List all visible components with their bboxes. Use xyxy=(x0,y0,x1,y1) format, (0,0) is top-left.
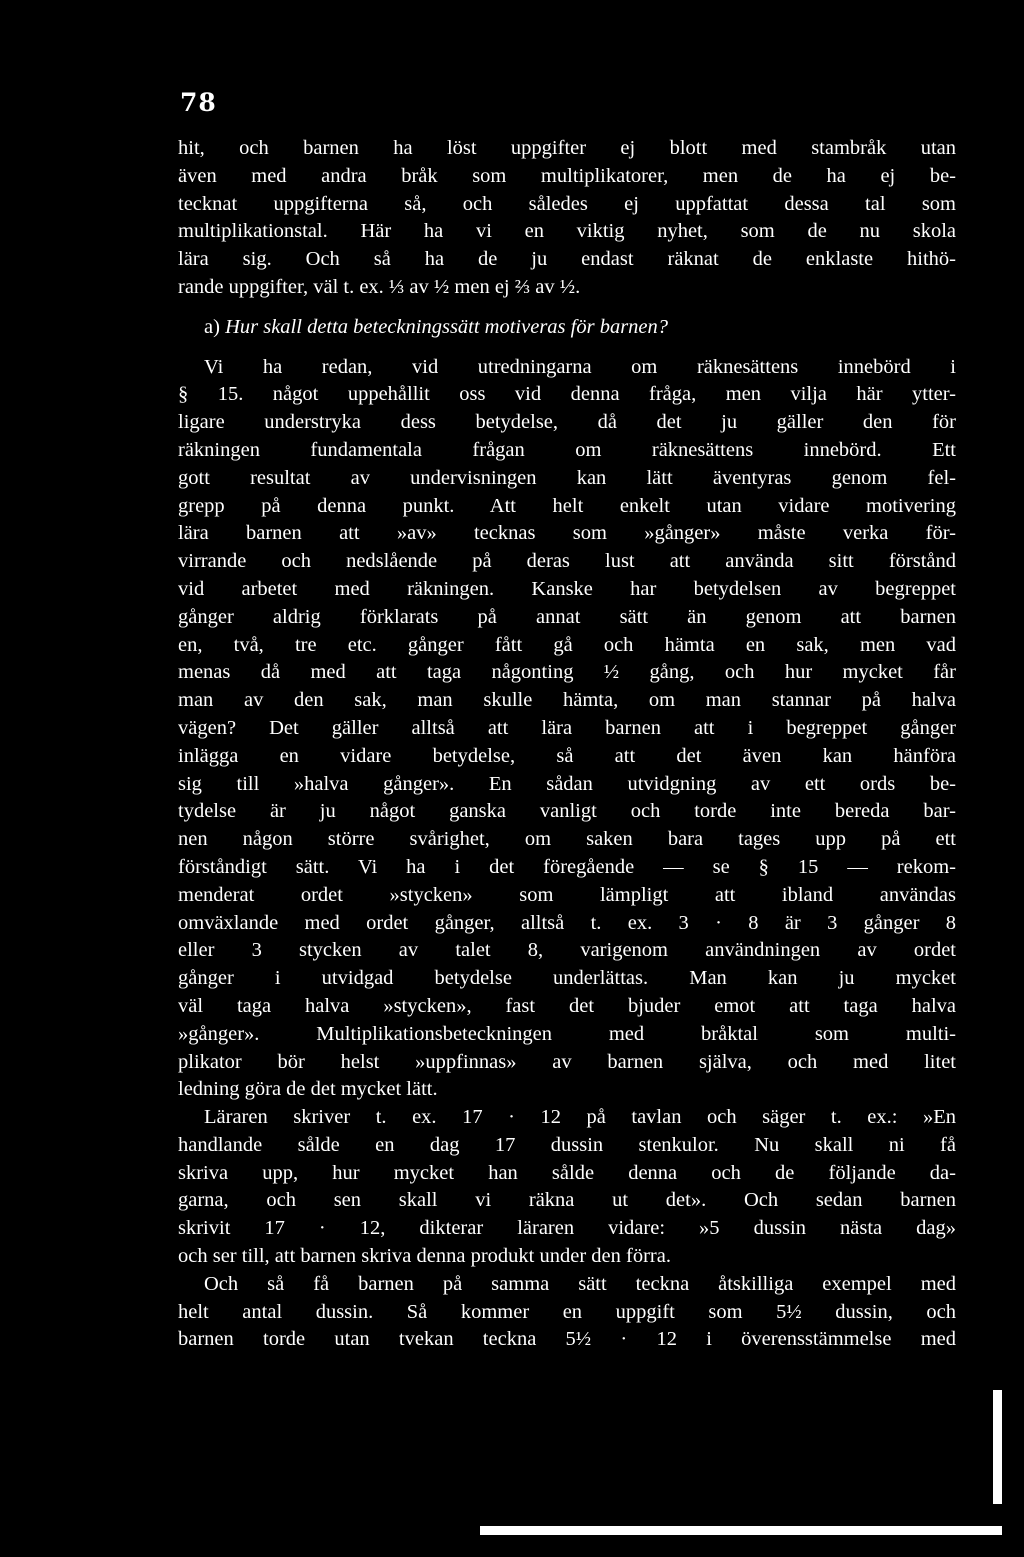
text-line: man av den sak, man skulle hämta, om man stannar på halva xyxy=(178,689,956,712)
text-line: handlande sålde en dag 17 dussin stenkulor. Nu skall ni få xyxy=(178,1133,956,1156)
section-heading xyxy=(178,314,956,342)
scan-edge-vertical-bar xyxy=(993,1390,1002,1504)
text-line: tydelse är ju något ganska vanligt och torde inte bereda bar- xyxy=(178,800,956,823)
text-line: lära barnen att »av» tecknas som »gånger» måste verka för- xyxy=(178,522,956,545)
text-line: plikator bör helst »uppfinnas» av barnen själva, och med litet xyxy=(178,1050,956,1073)
text-line: räkningen fundamentala frågan om räknesättens innebörd. Ett xyxy=(178,438,956,461)
text-line: ledning göra de det mycket lätt. xyxy=(178,1078,438,1101)
text-line: tecknat uppgifterna så, och således ej uppfattat dessa tal som xyxy=(178,192,956,215)
text-line: barnen torde utan tvekan teckna 5½ · 12 i överensstämmelse med xyxy=(178,1328,956,1351)
text-line: vid arbetet med räkningen. Kanske har betydelsen av begreppet xyxy=(178,577,956,600)
text-line: rande uppgifter, väl t. ex. ⅓ av ½ men ej ⅔ av ½. xyxy=(178,275,581,298)
text-line: garna, och sen skall vi räkna ut det». Och sedan barnen xyxy=(178,1189,956,1212)
text-line: skriva upp, hur mycket han sålde denna och de följande da- xyxy=(178,1161,956,1184)
text-line: förståndigt sätt. Vi ha i det föregående — se § 15 — rekom- xyxy=(178,855,956,878)
section-heading-text: Hur skall detta beteckningssätt motiveras för barnen? xyxy=(225,315,669,338)
text-line: hit, och barnen ha löst uppgifter ej blott med stambråk utan xyxy=(178,137,956,159)
text-line: väl taga halva »stycken», fast det bjuder emot att taga halva xyxy=(178,994,956,1017)
page-number: 78 xyxy=(180,88,217,117)
text-line: helt antal dussin. Så kommer en uppgift som 5½ dussin, och xyxy=(178,1300,956,1323)
text-line: Vi ha redan, vid utredningarna om räknesättens innebörd i xyxy=(204,355,956,378)
text-line: grepp på denna punkt. Att helt enkelt utan vidare motivering xyxy=(178,494,956,517)
text-line: och ser till, att barnen skriva denna produkt under den förra. xyxy=(178,1245,671,1268)
text-line: inlägga en vidare betydelse, så att det även kan hänföra xyxy=(178,744,956,767)
text-line: lära sig. Och så ha de ju endast räknat de enklaste hithö- xyxy=(178,248,956,271)
text-line: vägen? Det gäller alltså att lära barnen att i begreppet gånger xyxy=(178,716,956,739)
text-line: sig till »halva gånger». En sådan utvidgning av ett ords be- xyxy=(178,772,956,795)
text-line: gott resultat av undervisningen kan lätt äventyras genom fel- xyxy=(178,466,956,489)
text-line: gånger aldrig förklarats på annat sätt än genom att barnen xyxy=(178,605,956,628)
text-line: även med andra bråk som multiplikatorer, men de ha ej be- xyxy=(178,164,956,187)
text-line: menas då med att taga någonting ½ gång, och hur mycket får xyxy=(178,661,956,684)
body-text xyxy=(178,135,956,1354)
text-line: »gånger». Multiplikationsbeteckningen med bråktal som multi- xyxy=(178,1022,956,1045)
text-line: omväxlande med ordet gånger, alltså t. ex. 3 · 8 är 3 gånger 8 xyxy=(178,911,956,934)
text-line: gånger i utvidgad betydelse underlättas. Man kan ju mycket xyxy=(178,967,956,990)
text-line: en, två, tre etc. gånger fått gå och hämta en sak, men vad xyxy=(178,633,956,656)
text-line: § 15. något uppehållit oss vid denna fråga, men vilja här ytter- xyxy=(178,383,956,406)
scan-edge-horizontal-bar xyxy=(480,1526,1002,1535)
text-line: virrande och nedslående på deras lust att använda sitt förstånd xyxy=(178,550,956,573)
section-heading-label: a) xyxy=(204,315,220,338)
text-line: nen någon större svårighet, om saken bara tages upp på ett xyxy=(178,828,956,851)
text-line: menderat ordet »stycken» som lämpligt att ibland användas xyxy=(178,883,956,906)
text-line: eller 3 stycken av talet 8, varigenom användningen av ordet xyxy=(178,939,956,962)
text-line: Och så få barnen på samma sätt teckna åtskilliga exempel med xyxy=(204,1272,956,1295)
text-line: Läraren skriver t. ex. 17 · 12 på tavlan och säger t. ex.: »En xyxy=(204,1106,956,1129)
text-line: ligare understryka dess betydelse, då det ju gäller den för xyxy=(178,411,956,434)
text-line: multiplikationstal. Här ha vi en viktig nyhet, som de nu skola xyxy=(178,220,956,243)
text-line: skrivit 17 · 12, dikterar läraren vidare: »5 dussin nästa dag» xyxy=(178,1217,956,1240)
